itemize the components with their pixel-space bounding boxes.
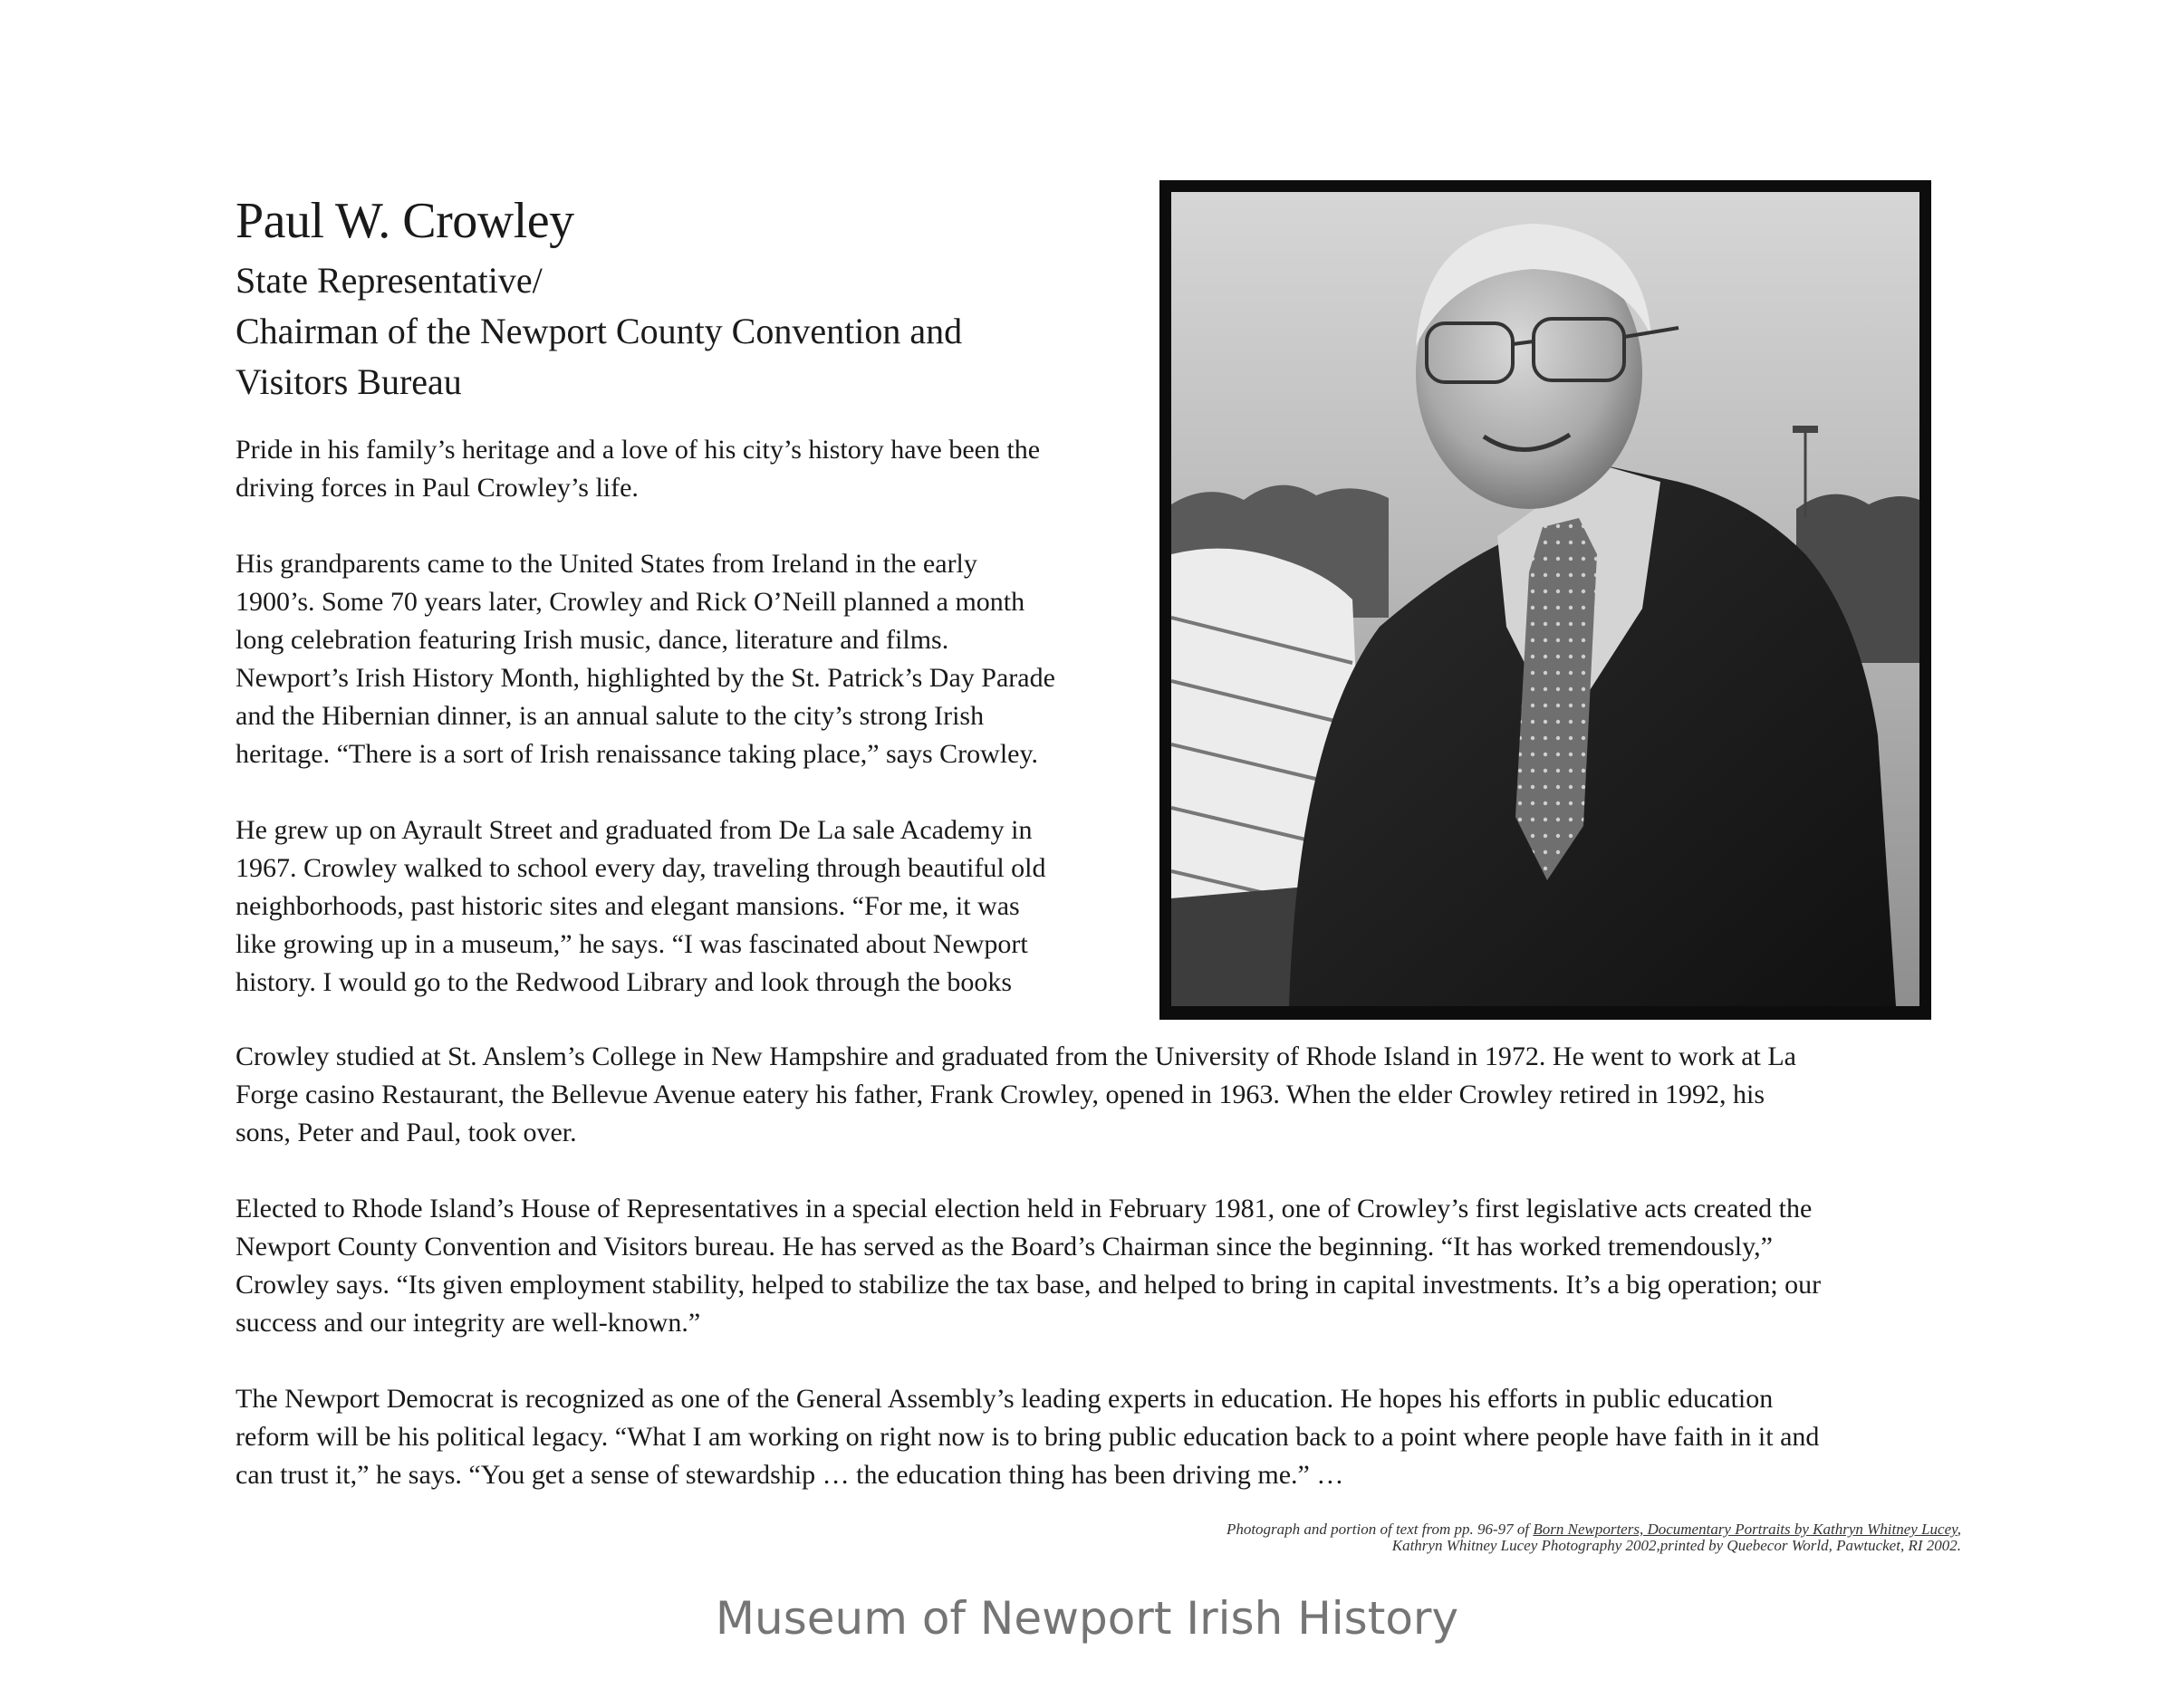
portrait-photo xyxy=(1159,180,1931,1020)
text-line: history. I would go to the Redwood Library and look through the books xyxy=(236,967,1013,997)
credit-line-2: Kathryn Whitney Lucey Photography 2002,printed by Quebecor World, Pawtucket, RI 2002. xyxy=(1391,1537,1961,1554)
paragraph-legislature xyxy=(236,1190,1821,1342)
text-line: The Newport Democrat is recognized as one of the General Assembly’s leading experts in education. He hopes his efforts in public education xyxy=(236,1384,1774,1414)
portrait-image xyxy=(1171,192,1919,1006)
text-line: Crowley says. “Its given employment stability, helped to stabilize the tax base, and helped to bring in capital investments. It’s a big operation; our xyxy=(236,1270,1822,1300)
page-title: Paul W. Crowley xyxy=(236,193,574,249)
paragraph-heritage xyxy=(236,431,1040,507)
text-line: can trust it,” he says. “You get a sense of stewardship … the education thing has been driving me.” … xyxy=(236,1460,1344,1490)
photo-credit xyxy=(1226,1521,1961,1554)
text-line: heritage. “There is a sort of Irish renaissance taking place,” says Crowley. xyxy=(236,739,1039,769)
credit-book-title: Born Newporters, Documentary Portraits by Kathryn Whitney Lucey xyxy=(1533,1521,1958,1538)
text-line: neighborhoods, past historic sites and elegant mansions. “For me, it was xyxy=(236,891,1020,921)
text-line: and the Hibernian dinner, is an annual salute to the city’s strong Irish xyxy=(236,701,985,731)
subtitle-line: State Representative/ xyxy=(236,260,543,301)
text-line: Newport County Convention and Visitors bureau. He has served as the Board’s Chairman since the beginning. “It has worked tremendously,” xyxy=(236,1232,1773,1262)
text-line: Pride in his family’s heritage and a love of his city’s history have been the xyxy=(236,435,1041,465)
subtitle xyxy=(236,255,1105,408)
text-line: driving forces in Paul Crowley’s life. xyxy=(236,473,639,503)
credit-prefix: Photograph and portion of text from pp. 96-97 of xyxy=(1226,1521,1534,1538)
text-line: His grandparents came to the United States from Ireland in the early xyxy=(236,549,977,579)
text-line: success and our integrity are well-known.” xyxy=(236,1308,701,1338)
footer-museum-name: Museum of Newport Irish History xyxy=(715,1592,1459,1645)
paragraph-career xyxy=(236,1038,1796,1152)
text-line: like growing up in a museum,” he says. “I was fascinated about Newport xyxy=(236,929,1028,959)
text-line: sons, Peter and Paul, took over. xyxy=(236,1118,577,1147)
text-line: 1967. Crowley walked to school every day, traveling through beautiful old xyxy=(236,853,1046,883)
text-line: Crowley studied at St. Anslem’s College in New Hampshire and graduated from the University of Rhode Island in 1972. He went to work at La xyxy=(236,1041,1796,1071)
paragraph-grandparents xyxy=(236,545,1055,773)
credit-suffix: , xyxy=(1957,1521,1961,1538)
subtitle-line: Visitors Bureau xyxy=(236,361,462,402)
text-line: reform will be his political legacy. “What I am working on right now is to bring public education back to a point where people have faith in it and xyxy=(236,1422,1820,1452)
paragraph-childhood xyxy=(236,811,1046,1002)
text-line: long celebration featuring Irish music, dance, literature and films. xyxy=(236,625,949,655)
credit-line-1 xyxy=(1226,1521,1961,1538)
text-line: He grew up on Ayrault Street and graduated from De La sale Academy in xyxy=(236,815,1033,845)
light-head xyxy=(1793,426,1818,433)
text-line: Forge casino Restaurant, the Bellevue Avenue eatery his father, Frank Crowley, opened in 1963. When the elder Crowley retired in 1992, his xyxy=(236,1079,1765,1109)
paragraph-education xyxy=(236,1380,1819,1494)
subtitle-line: Chairman of the Newport County Convention and xyxy=(236,311,963,351)
text-line: 1900’s. Some 70 years later, Crowley and Rick O’Neill planned a month xyxy=(236,587,1025,617)
text-line: Elected to Rhode Island’s House of Representatives in a special election held in February 1981, one of Crowley’s first legislative acts created the xyxy=(236,1194,1813,1223)
text-line: Newport’s Irish History Month, highlighted by the St. Patrick’s Day Parade xyxy=(236,663,1055,693)
